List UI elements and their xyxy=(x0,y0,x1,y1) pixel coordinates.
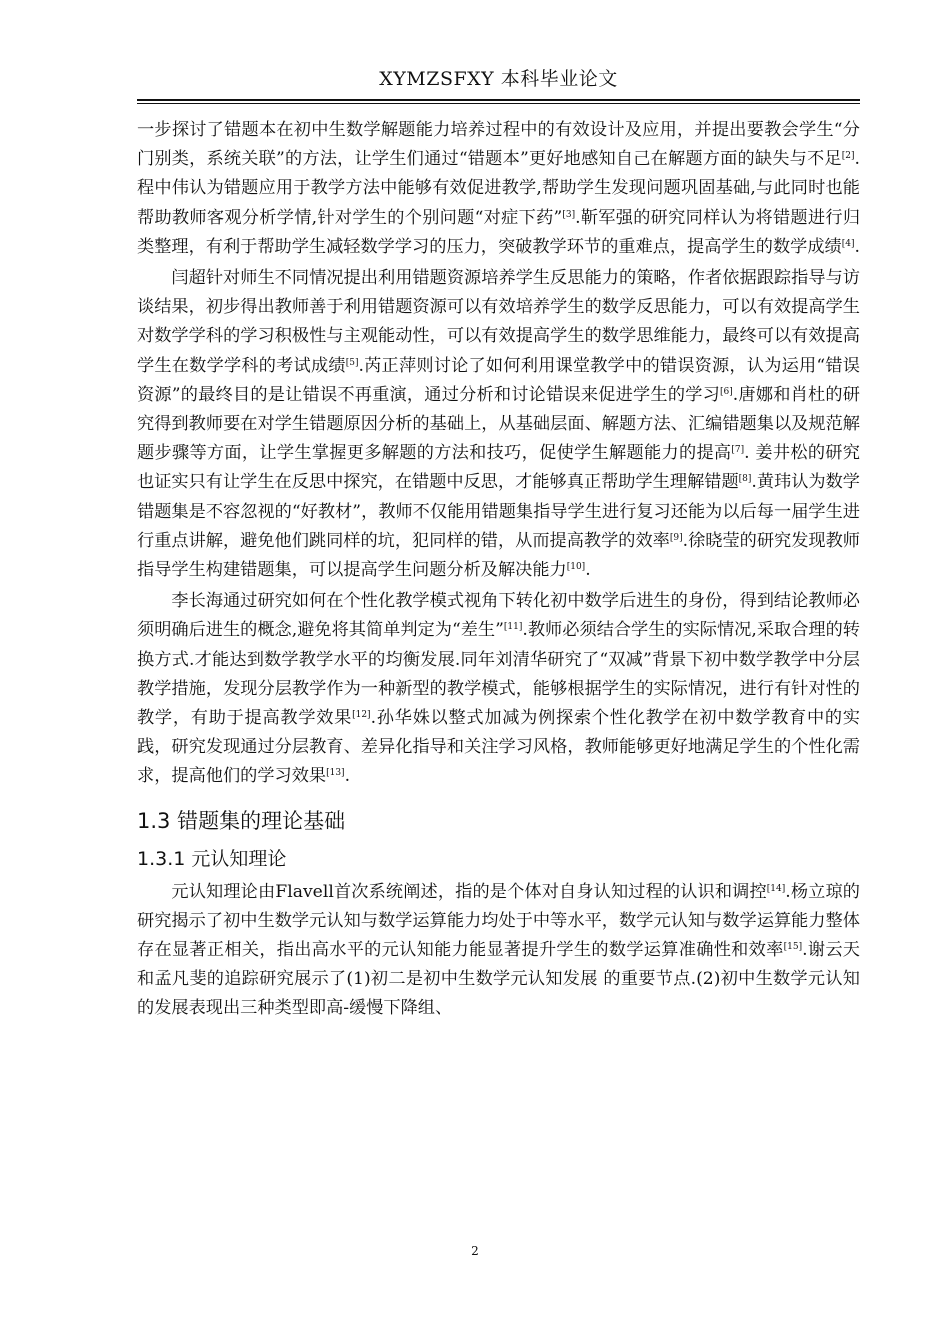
text-span: .靳军强的研究同样认为将错题进行归类整理，有利于帮助学生减轻数学学习的压力，突破教学环节的重难点，提高学生的数学成绩 xyxy=(137,207,861,257)
text-span: .孙华姝以整式加减为例探索个性化教学在初中数学教育中的实践，研究发现通过分层教育、差异化指导和关注学习风格，教师能够更好地满足学生的个性化需求，提高他们的学习效果 xyxy=(137,708,860,787)
text-span: 一步探讨了错题本在初中生数学解题能力培养过程中的有效设计及应用，并提出要教会学生“分门别类，系统关联”的方法，让学生们通过“错题本”更好地感知自己在解题方面的缺失与不足 xyxy=(137,120,860,170)
citation: [13] xyxy=(326,768,345,779)
citation: [2] xyxy=(841,151,855,162)
citation: [4] xyxy=(841,238,855,249)
text-span: .教师必须结合学生的实际情况,采取合理的转换方式.才能达到数学教学水平的均衡发展.同年刘清华研究了“双减”背景下初中数学教学中分层教学措施，发现分层教学作为一种新型的教学模式，能够根据学生的实际情况，进行有针对性的教学，有助于提高教学效果 xyxy=(137,620,860,729)
citation: [14] xyxy=(766,883,786,894)
text-span: .唐娜和肖杜的研究得到教师要在对学生错题原因分析的基础上，从基础层面、解题方法、汇编错题集以及规范解题步骤等方面，让学生掌握更多解题的方法和技巧，促使学生解题能力的提高 xyxy=(137,384,860,464)
text-span: . xyxy=(344,766,351,787)
text-span: . 姜井松的研究也证实只有让学生在反思中探究，在错题中反思，才能够真正帮助学生理解错题 xyxy=(137,443,860,493)
header-rule-thin xyxy=(137,103,860,104)
body-text xyxy=(137,116,860,1024)
citation: [5] xyxy=(345,357,359,368)
citation: [12] xyxy=(352,710,371,721)
paragraph-2 xyxy=(137,264,860,585)
citation: [6] xyxy=(720,386,733,397)
citation: [3] xyxy=(562,209,576,220)
citation: [9] xyxy=(669,532,683,543)
citation: [11] xyxy=(503,622,523,633)
text-span: . xyxy=(585,560,591,581)
text-span: .黄玮认为数学错题集是不容忽视的“好教材”，教师不仅能用错题集指导学生进行复习还能为以后每一届学生进行重点讲解，避免他们跳同样的坑，犯同样的错，从而提高教学的效率 xyxy=(137,472,860,551)
citation: [8] xyxy=(738,474,752,485)
paragraph-1 xyxy=(137,116,860,262)
subsection-heading: 1.3.1 元认知理论 xyxy=(137,847,287,870)
running-header: XYMZSFXY 本科毕业论文 xyxy=(379,68,618,90)
text-span: 闫超针对师生不同情况提出利用错题资源培养学生反思能力的策略，作者依据跟踪指导与访谈结果，初步得出教师善于利用错题资源可以有效培养学生的数学反思能力，可以有效提高学生对数学学科的学习积极性与主观能动性，可以有效提高学生的数学思维能力，最终可以有效提高学生在数学学科的考试成绩 xyxy=(137,268,860,376)
paragraph-4 xyxy=(137,878,860,1024)
header-rule-thick xyxy=(137,99,860,101)
section-heading: 1.3 错题集的理论基础 xyxy=(137,808,346,833)
text-span: .芮正萍则讨论了如何利用课堂教学中的错误资源，认为运用“错误资源”的最终目的是让错误不再重演，通过分析和讨论错误来促进学生的学习 xyxy=(137,355,860,405)
text-span: 元认知理论由Flavell首次系统阐述，指的是个体对自身认知过程的认识和调控 xyxy=(171,881,767,902)
text-span: . xyxy=(854,236,860,257)
citation: [15] xyxy=(783,942,803,953)
text-span: .杨立琼的研究揭示了初中生数学元认知与数学运算能力均处于中等水平，数学元认知与数学运算能力整体存在显著正相关，指出高水平的元认知能力能显著提升学生的数学运算准确性和效率 xyxy=(137,881,860,961)
paragraph-3 xyxy=(137,587,860,791)
text-span: 李长海通过研究如何在个性化教学模式视角下转化初中数学后进生的身份，得到结论教师必须明确后进生的概念,避免将其简单判定为“差生” xyxy=(137,591,860,641)
citation: [10] xyxy=(566,562,586,573)
text-span: .程中伟认为错题应用于教学方法中能够有效促进教学,帮助学生发现问题巩固基础,与此同时也能帮助教师客观分析学情,针对学生的个别问题“对症下药” xyxy=(137,149,860,228)
citation: [7] xyxy=(731,445,745,456)
text-span: .徐晓莹的研究发现教师指导学生构建错题集，可以提高学生问题分析及解决能力 xyxy=(137,530,860,581)
page-number: 2 xyxy=(471,1244,479,1258)
text-span: .谢云天和孟凡斐的追踪研究展示了(1)初二是初中生数学元认知发展 的重要节点.(2)初中生数学元认知的发展表现出三种类型即高-缓慢下降组、 xyxy=(137,940,860,1019)
